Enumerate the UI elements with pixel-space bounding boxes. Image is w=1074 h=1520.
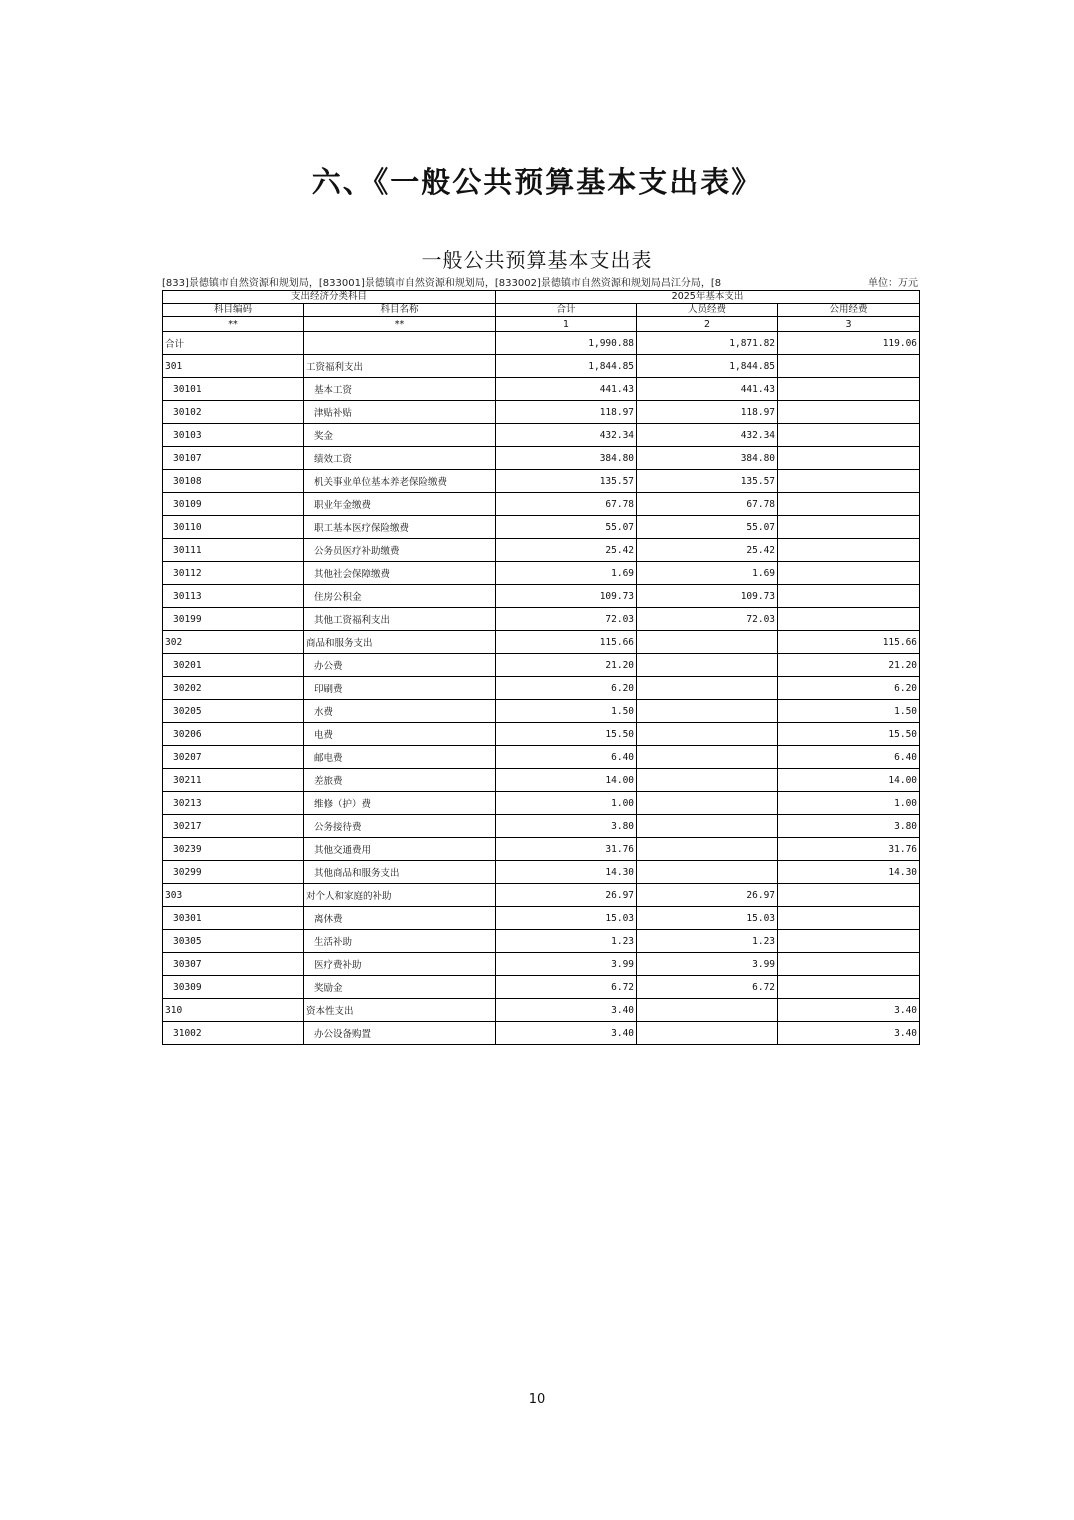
- header-code: 科目编码: [163, 304, 304, 317]
- code-cell: 30107: [163, 447, 304, 470]
- public-cell: [778, 585, 920, 608]
- name-cell: 资本性支出: [304, 999, 496, 1022]
- personnel-cell: 441.43: [637, 378, 778, 401]
- personnel-cell: [637, 861, 778, 884]
- table-row: [163, 723, 920, 746]
- name-cell: 其他交通费用: [304, 838, 496, 861]
- header-index-public: 3: [778, 317, 920, 332]
- total-cell: 72.03: [496, 608, 637, 631]
- header-personnel: 人员经费: [637, 304, 778, 317]
- code-cell: 30111: [163, 539, 304, 562]
- header-public: 公用经费: [778, 304, 920, 317]
- table-row: [163, 861, 920, 884]
- code-cell: 303: [163, 884, 304, 907]
- public-cell: 1.00: [778, 792, 920, 815]
- name-cell: 医疗费补助: [304, 953, 496, 976]
- total-cell: 384.80: [496, 447, 637, 470]
- code-cell: 30217: [163, 815, 304, 838]
- table-row: [163, 953, 920, 976]
- name-cell: 电费: [304, 723, 496, 746]
- table-row: [163, 746, 920, 769]
- header-index-code: **: [163, 317, 304, 332]
- public-cell: [778, 447, 920, 470]
- total-cell: 15.03: [496, 907, 637, 930]
- personnel-cell: [637, 1022, 778, 1045]
- total-cell: 55.07: [496, 516, 637, 539]
- total-cell: 1,844.85: [496, 355, 637, 378]
- table-row: [163, 562, 920, 585]
- public-cell: 115.66: [778, 631, 920, 654]
- code-cell: 30211: [163, 769, 304, 792]
- header-index-personnel: 2: [637, 317, 778, 332]
- total-cell: 115.66: [496, 631, 637, 654]
- public-cell: [778, 907, 920, 930]
- code-cell: 30110: [163, 516, 304, 539]
- personnel-cell: [637, 838, 778, 861]
- total-cell: 118.97: [496, 401, 637, 424]
- personnel-cell: 1.23: [637, 930, 778, 953]
- personnel-cell: 432.34: [637, 424, 778, 447]
- table-row: [163, 470, 920, 493]
- table-row: [163, 884, 920, 907]
- table-row: [163, 493, 920, 516]
- public-cell: [778, 953, 920, 976]
- total-cell: 6.20: [496, 677, 637, 700]
- personnel-cell: 25.42: [637, 539, 778, 562]
- personnel-cell: 135.57: [637, 470, 778, 493]
- code-cell: 30301: [163, 907, 304, 930]
- name-cell: 办公设备购置: [304, 1022, 496, 1045]
- public-cell: [778, 516, 920, 539]
- personnel-cell: 72.03: [637, 608, 778, 631]
- public-cell: 119.06: [778, 332, 920, 355]
- personnel-cell: [637, 792, 778, 815]
- personnel-cell: [637, 769, 778, 792]
- header-index-name: **: [304, 317, 496, 332]
- total-cell: 1.23: [496, 930, 637, 953]
- code-cell: 30213: [163, 792, 304, 815]
- total-cell: 3.80: [496, 815, 637, 838]
- table-row: [163, 447, 920, 470]
- personnel-cell: 55.07: [637, 516, 778, 539]
- code-cell: 31002: [163, 1022, 304, 1045]
- table-row: [163, 585, 920, 608]
- name-cell: 其他社会保障缴费: [304, 562, 496, 585]
- total-cell: 441.43: [496, 378, 637, 401]
- name-cell: 办公费: [304, 654, 496, 677]
- total-cell: 25.42: [496, 539, 637, 562]
- public-cell: [778, 493, 920, 516]
- code-cell: 302: [163, 631, 304, 654]
- page-heading: 六、《一般公共预算基本支出表》: [311, 165, 763, 199]
- total-cell: 432.34: [496, 424, 637, 447]
- table-row: [163, 378, 920, 401]
- code-cell: 30206: [163, 723, 304, 746]
- personnel-cell: 26.97: [637, 884, 778, 907]
- personnel-cell: 118.97: [637, 401, 778, 424]
- code-cell: 30305: [163, 930, 304, 953]
- table-row: [163, 999, 920, 1022]
- budget-table: [162, 290, 920, 1045]
- personnel-cell: [637, 654, 778, 677]
- public-cell: 1.50: [778, 700, 920, 723]
- public-cell: 15.50: [778, 723, 920, 746]
- name-cell: 工资福利支出: [304, 355, 496, 378]
- name-cell: [304, 332, 496, 355]
- name-cell: 职工基本医疗保险缴费: [304, 516, 496, 539]
- total-cell: 31.76: [496, 838, 637, 861]
- code-cell: 30113: [163, 585, 304, 608]
- name-cell: 差旅费: [304, 769, 496, 792]
- total-cell: 14.30: [496, 861, 637, 884]
- total-cell: 1.50: [496, 700, 637, 723]
- public-cell: [778, 424, 920, 447]
- public-cell: 3.80: [778, 815, 920, 838]
- public-cell: 31.76: [778, 838, 920, 861]
- name-cell: 绩效工资: [304, 447, 496, 470]
- name-cell: 其他工资福利支出: [304, 608, 496, 631]
- name-cell: 住房公积金: [304, 585, 496, 608]
- code-cell: 30109: [163, 493, 304, 516]
- name-cell: 生活补助: [304, 930, 496, 953]
- public-cell: 14.30: [778, 861, 920, 884]
- personnel-cell: 6.72: [637, 976, 778, 999]
- header-index-total: 1: [496, 317, 637, 332]
- public-cell: 6.40: [778, 746, 920, 769]
- total-cell: 26.97: [496, 884, 637, 907]
- public-cell: [778, 355, 920, 378]
- name-cell: 其他商品和服务支出: [304, 861, 496, 884]
- table-row: [163, 424, 920, 447]
- personnel-cell: [637, 631, 778, 654]
- table-row: [163, 815, 920, 838]
- code-cell: 30103: [163, 424, 304, 447]
- public-cell: [778, 562, 920, 585]
- header-total: 合计: [496, 304, 637, 317]
- code-cell: 30239: [163, 838, 304, 861]
- total-cell: 1,990.88: [496, 332, 637, 355]
- code-cell: 30112: [163, 562, 304, 585]
- code-cell: 30207: [163, 746, 304, 769]
- name-cell: 津贴补贴: [304, 401, 496, 424]
- table-row: [163, 976, 920, 999]
- code-cell: 30101: [163, 378, 304, 401]
- personnel-cell: 15.03: [637, 907, 778, 930]
- total-cell: 3.40: [496, 999, 637, 1022]
- name-cell: 奖金: [304, 424, 496, 447]
- table-row: [163, 1022, 920, 1045]
- code-cell: 30299: [163, 861, 304, 884]
- code-cell: 30199: [163, 608, 304, 631]
- name-cell: 对个人和家庭的补助: [304, 884, 496, 907]
- name-cell: 公务员医疗补助缴费: [304, 539, 496, 562]
- name-cell: 职业年金缴费: [304, 493, 496, 516]
- table-row: [163, 539, 920, 562]
- code-cell: 30202: [163, 677, 304, 700]
- personnel-cell: [637, 723, 778, 746]
- total-cell: 14.00: [496, 769, 637, 792]
- code-cell: 30108: [163, 470, 304, 493]
- table-row: [163, 355, 920, 378]
- code-cell: 30102: [163, 401, 304, 424]
- name-cell: 公务接待费: [304, 815, 496, 838]
- code-cell: 30309: [163, 976, 304, 999]
- header-name: 科目名称: [304, 304, 496, 317]
- personnel-cell: [637, 746, 778, 769]
- table-row: [163, 769, 920, 792]
- header-group-row: [163, 291, 920, 304]
- personnel-cell: [637, 999, 778, 1022]
- total-cell: 6.72: [496, 976, 637, 999]
- name-cell: 商品和服务支出: [304, 631, 496, 654]
- public-cell: [778, 930, 920, 953]
- organization-line: [833]景德镇市自然资源和规划局，[833001]景德镇市自然资源和规划局，[833002]景德镇市自然资源和规划局昌江分局，[8: [162, 278, 722, 289]
- total-cell: 15.50: [496, 723, 637, 746]
- personnel-cell: 1,871.82: [637, 332, 778, 355]
- personnel-cell: [637, 815, 778, 838]
- personnel-cell: 1.69: [637, 562, 778, 585]
- table-row: [163, 654, 920, 677]
- personnel-cell: 3.99: [637, 953, 778, 976]
- public-cell: 3.40: [778, 999, 920, 1022]
- public-cell: [778, 470, 920, 493]
- total-cell: 109.73: [496, 585, 637, 608]
- public-cell: 6.20: [778, 677, 920, 700]
- name-cell: 水费: [304, 700, 496, 723]
- total-cell: 3.40: [496, 1022, 637, 1045]
- table-row: [163, 838, 920, 861]
- name-cell: 机关事业单位基本养老保险缴费: [304, 470, 496, 493]
- public-cell: [778, 884, 920, 907]
- total-cell: 67.78: [496, 493, 637, 516]
- total-cell: 6.40: [496, 746, 637, 769]
- name-cell: 离休费: [304, 907, 496, 930]
- name-cell: 奖励金: [304, 976, 496, 999]
- table-body: [163, 332, 920, 1045]
- unit-label: 单位：万元: [868, 278, 918, 289]
- public-cell: [778, 608, 920, 631]
- public-cell: [778, 378, 920, 401]
- table-row: [163, 907, 920, 930]
- header-column-row: [163, 304, 920, 317]
- name-cell: 印刷费: [304, 677, 496, 700]
- table-row: [163, 700, 920, 723]
- personnel-cell: [637, 700, 778, 723]
- personnel-cell: 67.78: [637, 493, 778, 516]
- page-number: 10: [528, 1392, 546, 1407]
- table-row: [163, 677, 920, 700]
- code-cell: 合计: [163, 332, 304, 355]
- total-cell: 3.99: [496, 953, 637, 976]
- table-title: 一般公共预算基本支出表: [421, 248, 653, 272]
- table-row: [163, 631, 920, 654]
- name-cell: 邮电费: [304, 746, 496, 769]
- table-row: [163, 516, 920, 539]
- public-cell: 14.00: [778, 769, 920, 792]
- header-index-row: [163, 317, 920, 332]
- table-row: [163, 792, 920, 815]
- public-cell: [778, 976, 920, 999]
- total-cell: 135.57: [496, 470, 637, 493]
- code-cell: 30307: [163, 953, 304, 976]
- code-cell: 301: [163, 355, 304, 378]
- header-basic-expenditure: 2025年基本支出: [496, 291, 920, 304]
- name-cell: 维修（护）费: [304, 792, 496, 815]
- table-row: [163, 930, 920, 953]
- table-row: [163, 608, 920, 631]
- code-cell: 30205: [163, 700, 304, 723]
- personnel-cell: [637, 677, 778, 700]
- personnel-cell: 384.80: [637, 447, 778, 470]
- header-economic-classification: 支出经济分类科目: [163, 291, 496, 304]
- table-row: [163, 332, 920, 355]
- total-cell: 21.20: [496, 654, 637, 677]
- total-cell: 1.69: [496, 562, 637, 585]
- personnel-cell: 1,844.85: [637, 355, 778, 378]
- public-cell: [778, 401, 920, 424]
- public-cell: 3.40: [778, 1022, 920, 1045]
- public-cell: [778, 539, 920, 562]
- table-row: [163, 401, 920, 424]
- personnel-cell: 109.73: [637, 585, 778, 608]
- code-cell: 30201: [163, 654, 304, 677]
- public-cell: 21.20: [778, 654, 920, 677]
- code-cell: 310: [163, 999, 304, 1022]
- name-cell: 基本工资: [304, 378, 496, 401]
- total-cell: 1.00: [496, 792, 637, 815]
